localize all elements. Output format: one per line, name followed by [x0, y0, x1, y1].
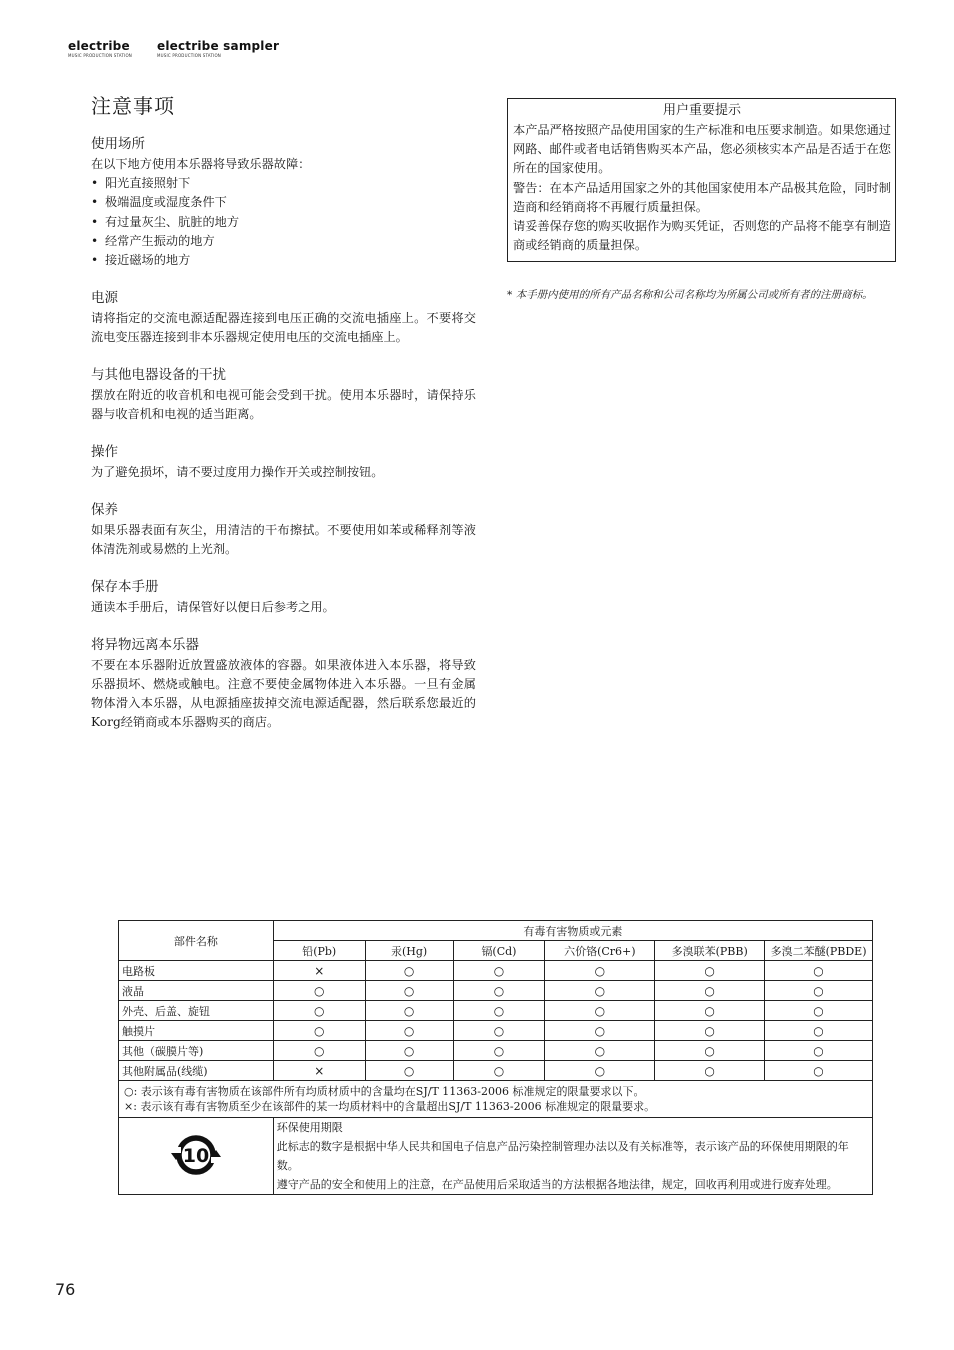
list-item-text: 阳光直接照射下	[105, 176, 191, 190]
section-heading: 保养	[91, 502, 118, 519]
list-item-text: 接近磁场的地方	[105, 253, 191, 268]
mark-cell: ○	[365, 961, 453, 981]
bullet-list	[91, 174, 476, 270]
mark-cell: ○	[545, 961, 655, 981]
page-title: 注意事项	[91, 94, 175, 118]
list-item-text: 经常产生振动的地方	[105, 233, 215, 248]
legend-cell	[119, 1081, 873, 1118]
part-name-cell: 外壳、后盖、旋钮	[119, 1001, 274, 1021]
section-care	[91, 501, 476, 559]
section-interference	[91, 366, 476, 424]
part-name-cell: 其他（碳膜片等)	[119, 1041, 274, 1061]
section-heading: 将异物远离本乐器	[91, 637, 199, 654]
section-foreign-objects	[91, 636, 476, 732]
mark-cell: ○	[765, 981, 873, 1001]
section-power	[91, 289, 476, 347]
section-text: 在以下地方使用本乐器将导致乐器故障：	[91, 157, 311, 171]
mark-cell: ○	[655, 1021, 765, 1041]
eco-icon-number: 10	[182, 1144, 210, 1167]
table-row	[119, 1001, 873, 1021]
electribe-logo	[68, 40, 132, 58]
mark-cell: ○	[765, 1041, 873, 1061]
mark-cell: ○	[655, 981, 765, 1001]
eco-row	[119, 1118, 873, 1195]
part-name-cell: 电路板	[119, 961, 274, 981]
section-text: 请将指定的交流电源适配器连接到电压正确的交流电插座上。不要将交流电变压器连接到非本乐器规定使用电压的交流电插座上。	[91, 311, 476, 345]
substances-header: 有毒有害物质或元素	[273, 921, 872, 941]
mark-cell: ○	[765, 1001, 873, 1021]
electribe-sampler-logo	[157, 40, 279, 58]
notice-paragraph: 本产品严格按照产品使用国家的生产标准和电压要求制造。如果您通过网路、邮件或者电话销售购买本产品，您必须核实本产品是否适于在您所在的国家使用。	[513, 123, 891, 176]
mark-cell: ○	[545, 1001, 655, 1021]
mark-cell: ○	[655, 1041, 765, 1061]
mark-cell: ×	[273, 961, 365, 981]
mark-cell: ○	[545, 1061, 655, 1081]
precautions-column	[91, 90, 476, 751]
list-item-text: 极端温度或湿度条件下	[105, 195, 227, 210]
mark-cell: ○	[453, 1061, 545, 1081]
eco-line: 遵守产品的安全和使用上的注意，在产品使用后采取适当的方法根据各地法律，规定，回收再利用或进行废弃处理。	[276, 1178, 838, 1191]
list-item: • 经常产生振动的地方	[91, 233, 215, 248]
mark-cell: ○	[453, 961, 545, 981]
mark-cell: ○	[545, 1041, 655, 1061]
section-text: 为了避免损坏，请不要过度用力操作开关或控制按钮。	[91, 465, 384, 480]
mark-cell: ○	[365, 1001, 453, 1021]
eco-text-cell	[273, 1118, 872, 1195]
mark-cell: ○	[545, 1021, 655, 1041]
page-number: 76	[55, 1280, 76, 1299]
section-text: 通读本手册后，请保管好以便日后参考之用。	[91, 600, 335, 615]
important-notice-box	[507, 98, 896, 262]
mark-cell: ○	[453, 1001, 545, 1021]
notice-paragraph: 请妥善保存您的购买收据作为购买凭证，否则您的产品将不能享有制造商或经销商的质量担保。	[513, 219, 891, 253]
table-row	[119, 981, 873, 1001]
logo-name: electribe sampler	[157, 39, 280, 53]
logo-name: electribe	[68, 39, 130, 53]
eco-icon-cell	[119, 1118, 274, 1195]
table-row	[119, 1061, 873, 1081]
mark-cell: ○	[365, 1021, 453, 1041]
mark-cell: ○	[765, 1061, 873, 1081]
substance-header: 六价铬(Cr6+)	[545, 941, 655, 961]
substance-header: 多溴联苯(PBB)	[655, 941, 765, 961]
mark-cell: ○	[273, 1021, 365, 1041]
table-header-row	[119, 921, 873, 941]
eco-title: 环保使用期限	[276, 1121, 343, 1134]
list-item: • 有过量灰尘、肮脏的地方	[91, 214, 240, 229]
legend-line: ×: 表示该有毒有害物质至少在该部件的某一均质材料中的含量超出SJ/T 11363-2006 标准规定的限量要求。	[124, 1100, 656, 1113]
mark-cell: ○	[765, 961, 873, 981]
table-row	[119, 1021, 873, 1041]
mark-cell: ○	[655, 1061, 765, 1081]
list-item: • 接近磁场的地方	[91, 253, 191, 268]
notice-paragraph: 警告：在本产品适用国家之外的其他国家使用本产品极其危险，同时制造商和经销商将不再履行质量担保。	[513, 180, 891, 214]
mark-cell: ○	[365, 1041, 453, 1061]
substance-header: 汞(Hg)	[365, 941, 453, 961]
section-location	[91, 135, 476, 270]
substance-header: 铅(Pb)	[273, 941, 365, 961]
section-text: 不要在本乐器附近放置盛放液体的容器。如果液体进入本乐器，将导致乐器损坏、燃烧或触电。注意不要使金属物体进入本乐器。一旦有金属物体滑入本乐器，从电源插座拔掉交流电源适配器，然后联系您最近的Korg经销商或本乐器购买的商店。	[91, 658, 476, 730]
eco-line: 此标志的数字是根据中华人民共和国电子信息产品污染控制管理办法以及有关标准等，表示该产品的环保使用期限的年数。	[276, 1140, 849, 1172]
mark-cell: ○	[765, 1021, 873, 1041]
section-text: 如果乐器表面有灰尘，用清洁的干布擦拭。不要使用如苯或稀释剂等液体清洗剂或易燃的上光剂。	[91, 523, 476, 557]
mark-cell: ○	[453, 1041, 545, 1061]
list-item-text: 有过量灰尘、肮脏的地方	[105, 214, 240, 229]
part-name-cell: 液晶	[119, 981, 274, 1001]
trademark-footnote: * 本手册内使用的所有产品名称和公司名称均为所属公司或所有者的注册商标。	[507, 289, 873, 301]
list-item: • 阳光直接照射下	[91, 176, 191, 190]
mark-cell: ○	[453, 981, 545, 1001]
mark-cell: ○	[365, 981, 453, 1001]
list-item: • 极端温度或湿度条件下	[91, 195, 227, 210]
section-text: 摆放在附近的收音机和电视可能会受到干扰。使用本乐器时，请保持乐器与收音机和电视的适当距离。	[91, 388, 476, 422]
hazardous-substances-table	[118, 920, 873, 1195]
mark-cell: ○	[365, 1061, 453, 1081]
epup-10-icon	[169, 1133, 223, 1177]
section-heading: 与其他电器设备的干扰	[91, 367, 226, 384]
notice-title: 用户重要提示	[662, 103, 741, 118]
logo-tagline: MUSIC PRODUCTION STATION	[68, 53, 132, 58]
section-heading: 保存本手册	[91, 579, 159, 596]
part-name-header: 部件名称	[119, 921, 274, 961]
mark-cell: ×	[273, 1061, 365, 1081]
part-name-cell: 触摸片	[119, 1021, 274, 1041]
section-handling	[91, 443, 476, 482]
mark-cell: ○	[453, 1021, 545, 1041]
legend-line: ○: 表示该有毒有害物质在该部件所有均质材质中的含量均在SJ/T 11363-2006 标准规定的限量要求以下。	[124, 1085, 645, 1098]
substance-header: 镉(Cd)	[453, 941, 545, 961]
mark-cell: ○	[273, 1001, 365, 1021]
section-heading: 操作	[91, 444, 118, 461]
part-name-cell: 其他附属品(线缆)	[119, 1061, 274, 1081]
section-heading: 电源	[91, 290, 118, 307]
section-keep-manual	[91, 578, 476, 617]
mark-cell: ○	[273, 1041, 365, 1061]
mark-cell: ○	[273, 981, 365, 1001]
section-heading: 使用场所	[91, 136, 145, 152]
mark-cell: ○	[655, 1001, 765, 1021]
table-row	[119, 1041, 873, 1061]
legend-row	[119, 1081, 873, 1118]
logo-tagline: MUSIC PRODUCTION STATION	[157, 53, 221, 58]
mark-cell: ○	[655, 961, 765, 981]
substance-header: 多溴二苯醚(PBDE)	[765, 941, 873, 961]
mark-cell: ○	[545, 981, 655, 1001]
table-row	[119, 961, 873, 981]
